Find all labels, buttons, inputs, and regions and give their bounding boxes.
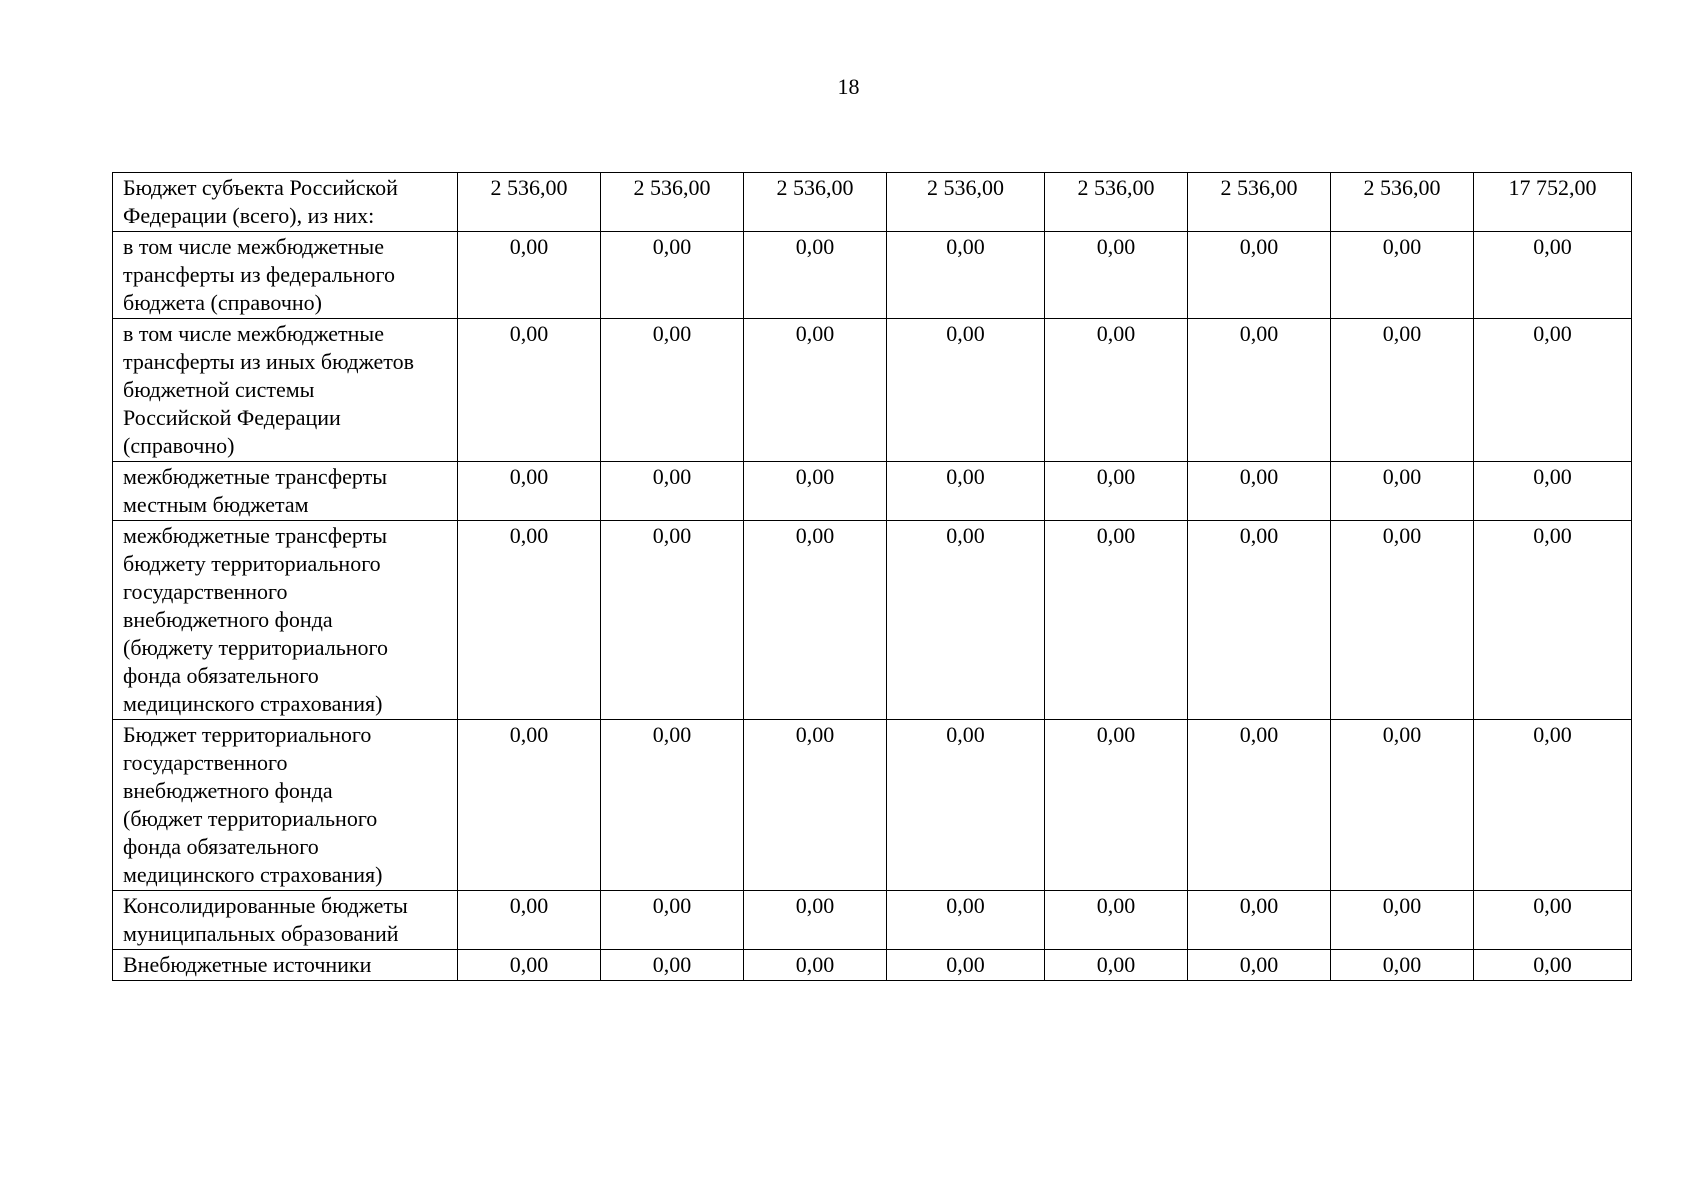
- table-cell: 0,00: [1331, 319, 1474, 462]
- table-cell: 0,00: [1188, 462, 1331, 521]
- row-label: Внебюджетные источники: [113, 950, 458, 981]
- table-cell: 0,00: [458, 232, 601, 319]
- table-cell: 2 536,00: [601, 173, 744, 232]
- table-cell: 0,00: [1188, 232, 1331, 319]
- row-label: межбюджетные трансферты бюджету территориального государственного внебюджетного фонда (бюджету территориального фонда обязательного медицинского страхования): [113, 521, 458, 720]
- table-row: [113, 173, 1632, 232]
- table-cell: 0,00: [887, 950, 1045, 981]
- row-label: в том числе межбюджетные трансферты из федерального бюджета (справочно): [113, 232, 458, 319]
- table-row: [113, 232, 1632, 319]
- table-cell: 0,00: [601, 521, 744, 720]
- table-cell: 0,00: [744, 319, 887, 462]
- table-cell: 0,00: [887, 232, 1045, 319]
- table-row: [113, 950, 1632, 981]
- table-cell-total: 0,00: [1474, 232, 1632, 319]
- budget-table: [112, 172, 1632, 981]
- table-row: [113, 891, 1632, 950]
- table-cell: 0,00: [887, 891, 1045, 950]
- table-row: [113, 462, 1632, 521]
- table-cell: 0,00: [1331, 950, 1474, 981]
- table-cell: 0,00: [601, 319, 744, 462]
- table-cell: 0,00: [744, 720, 887, 891]
- table-cell: 0,00: [1045, 319, 1188, 462]
- table-cell: 0,00: [1331, 720, 1474, 891]
- table-cell: 0,00: [744, 462, 887, 521]
- table-cell: 0,00: [887, 720, 1045, 891]
- table-cell-total: 0,00: [1474, 521, 1632, 720]
- table-cell: 2 536,00: [1045, 173, 1188, 232]
- table-cell: 2 536,00: [1331, 173, 1474, 232]
- table-cell: 0,00: [458, 521, 601, 720]
- table-cell-total: 0,00: [1474, 720, 1632, 891]
- table-cell: 0,00: [1331, 521, 1474, 720]
- table-cell: 0,00: [601, 232, 744, 319]
- row-label: Бюджет субъекта Российской Федерации (всего), из них:: [113, 173, 458, 232]
- table-cell: 0,00: [1331, 462, 1474, 521]
- table-cell: 0,00: [1045, 521, 1188, 720]
- page-number: 18: [837, 74, 860, 99]
- table-cell: 2 536,00: [1188, 173, 1331, 232]
- table-cell: 2 536,00: [458, 173, 601, 232]
- row-label: Бюджет территориального государственного внебюджетного фонда (бюджет территориального фонда обязательного медицинского страхования): [113, 720, 458, 891]
- budget-table-body: [113, 173, 1632, 981]
- table-cell: 0,00: [1045, 950, 1188, 981]
- table-cell: 0,00: [601, 891, 744, 950]
- table-cell-total: 17 752,00: [1474, 173, 1632, 232]
- row-label: межбюджетные трансферты местным бюджетам: [113, 462, 458, 521]
- table-cell: 0,00: [744, 891, 887, 950]
- table-cell: 0,00: [1188, 950, 1331, 981]
- table-cell-total: 0,00: [1474, 891, 1632, 950]
- table-row: [113, 720, 1632, 891]
- table-cell: 2 536,00: [744, 173, 887, 232]
- table-cell: 0,00: [744, 521, 887, 720]
- table-cell: 0,00: [601, 462, 744, 521]
- table-cell: 0,00: [601, 950, 744, 981]
- table-cell: 0,00: [744, 232, 887, 319]
- table-cell: 0,00: [1331, 891, 1474, 950]
- table-cell-total: 0,00: [1474, 950, 1632, 981]
- table-cell: 2 536,00: [887, 173, 1045, 232]
- table-cell: 0,00: [458, 950, 601, 981]
- table-row: [113, 319, 1632, 462]
- table-cell: 0,00: [458, 720, 601, 891]
- table-cell: 0,00: [1045, 232, 1188, 319]
- table-cell: 0,00: [601, 720, 744, 891]
- table-row: [113, 521, 1632, 720]
- table-cell: 0,00: [1188, 891, 1331, 950]
- row-label: в том числе межбюджетные трансферты из иных бюджетов бюджетной системы Российской Федерации (справочно): [113, 319, 458, 462]
- table-cell: 0,00: [744, 950, 887, 981]
- table-cell: 0,00: [1188, 521, 1331, 720]
- table-cell: 0,00: [1045, 891, 1188, 950]
- table-cell: 0,00: [887, 319, 1045, 462]
- table-cell: 0,00: [1045, 462, 1188, 521]
- table-cell: 0,00: [887, 462, 1045, 521]
- table-cell: 0,00: [1188, 319, 1331, 462]
- row-label: Консолидированные бюджеты муниципальных образований: [113, 891, 458, 950]
- table-cell: 0,00: [458, 462, 601, 521]
- table-cell-total: 0,00: [1474, 462, 1632, 521]
- table-cell-total: 0,00: [1474, 319, 1632, 462]
- table-cell: 0,00: [887, 521, 1045, 720]
- table-cell: 0,00: [458, 319, 601, 462]
- table-cell: 0,00: [1188, 720, 1331, 891]
- table-cell: 0,00: [1045, 720, 1188, 891]
- table-cell: 0,00: [458, 891, 601, 950]
- table-cell: 0,00: [1331, 232, 1474, 319]
